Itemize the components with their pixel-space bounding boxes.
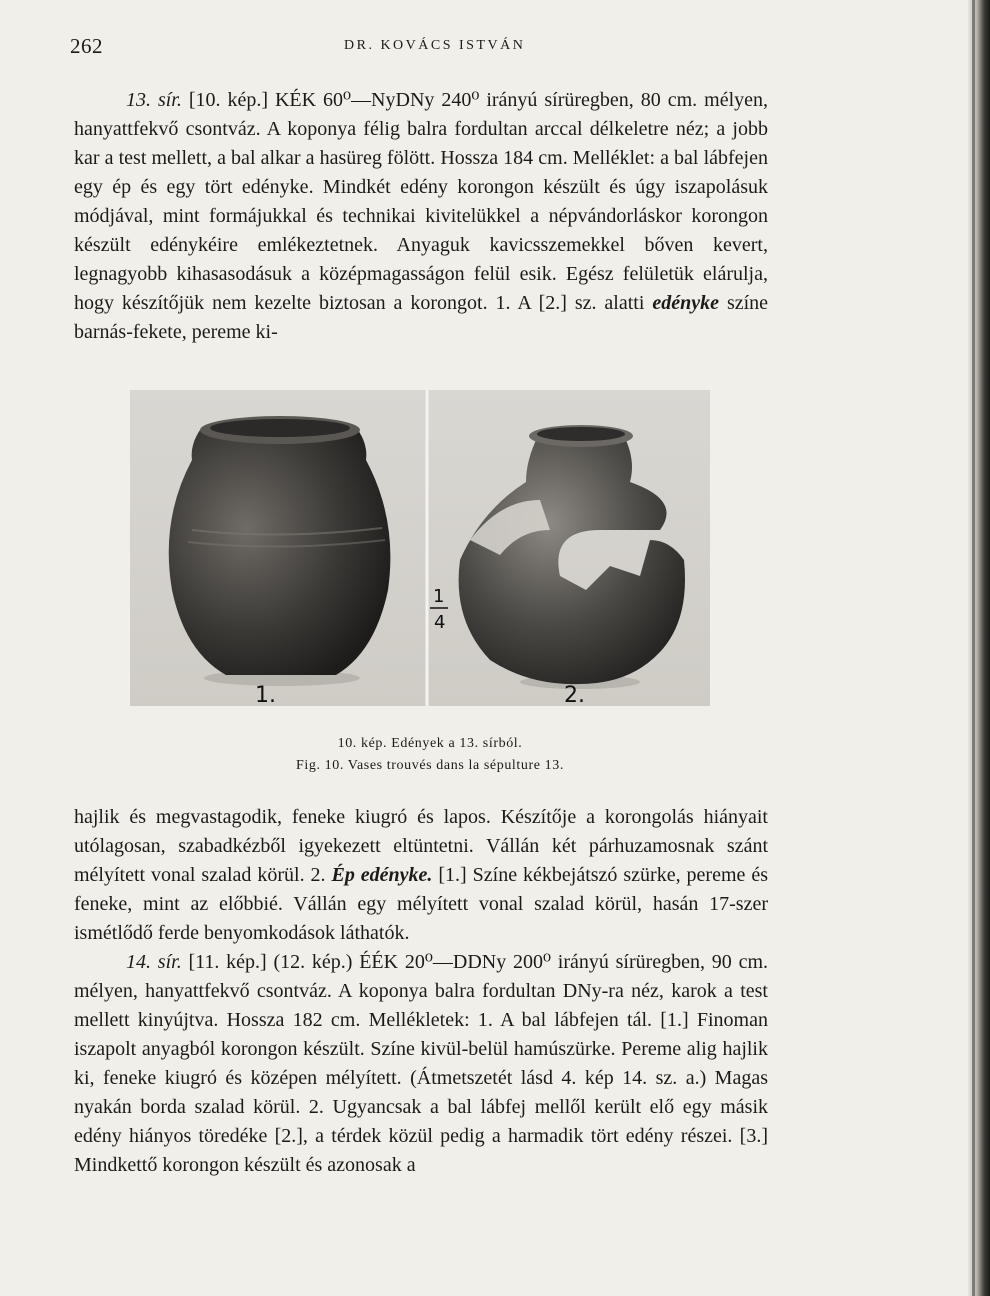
paragraph-grave-13 [74,86,768,347]
scale-denominator: 4 [434,612,446,633]
figure-caption-fr: Fig. 10. Vases trouvés dans la sépulture 13. [295,758,564,773]
emphasis-term: edényke [652,292,719,314]
figure-label-2: 2. [564,683,585,706]
paragraph-text-end: [1.] Színe kékbejátszó szürke, pereme és feneke, mint az előbbié. Vállán egy mélyített vonal szalad körül, hasán 17-szer ismétlődő ferde benyomkodások láthatók. [74,864,768,944]
page-number: 262 [70,34,103,58]
paragraph-text: [10. kép.] KÉK 60⁰—NyDNy 240⁰ irányú sírüregben, 80 cm. mélyen, hanyattfekvő csontváz. A koponya félig balra fordultan arccal délkeletre néz; a jobb kar a test mellett, a bal alkar a hasüreg fölött. Hossza 184 cm. Melléklet: a bal lábfejen egy ép és egy tört edényke. Mindkét edény korongon készült és úgy iszapolásuk módjával, mint formájukkal és technikai kivitelükkel a népvándorláskor korongon készült edénykéire emlékeztetnek. Anyaguk kavicsszemekkel bőven kevert, legnagyobb kihasasodásuk a középmagasságon felül esik. Egész felületük elárulja, hogy készítőjük nem kezelte biztosan a korongot. 1. A [2.] sz. alatti [74,89,768,314]
paragraph-text-end: színe barnás-fekete, pereme ki- [74,292,769,343]
grave-number: 13. [126,89,151,111]
paragraph-text: hajlik és megvastagodik, feneke kiugró és lapos. Készítője a korongolás hiányait utólagosan, szabadkézből igyekezett eltüntetni. Vállán két párhuzamosnak szánt mélyített vonal szalad körül. 2. [74,806,768,886]
grave-number: 14. [126,951,151,973]
grave-label: sír. [157,89,182,111]
book-spine-shadow [968,0,990,1296]
vessel-photograph [130,390,710,706]
scale-numerator: 1 [433,586,445,607]
figure-caption-hu: 10. kép. Edények a 13. sírból. [337,736,523,751]
figure-vessels [130,390,710,706]
emphasis-term: Ép edényke. [331,864,433,886]
figure-label-1: 1. [255,683,276,706]
paragraph-vessel-description [74,803,768,1180]
paragraph-text: [11. kép.] (12. kép.) ÉÉK 20⁰—DDNy 200⁰ irányú sírüregben, 90 cm. mélyen, hanyattfekvő csontváz. A koponya balra fordultan DNy-ra néz, karok a test mellett kinyújtva. Hossza 182 cm. Mellékletek: 1. A bal lábfejen tál. [1.] Finoman iszapolt anyagból korongon készült. Színe kivül-belül hamúszürke. Pereme alig hajlik ki, feneke kiugró és középen mélyített. (Átmetszetét lásd 4. kép 14. sz. a.) Magas nyakán borda szalad körül. 2. Ugyancsak a bal lábfej mellől került elő egy másik edény hiányos töredéke [2.], a térdek közül pedig a harmadik tört edény részei. [3.] Mindkettő korongon készült és azonosak a [74,951,769,1176]
grave-label: sír. [157,951,182,973]
running-head: DR. KOVÁCS ISTVÁN [344,38,526,53]
